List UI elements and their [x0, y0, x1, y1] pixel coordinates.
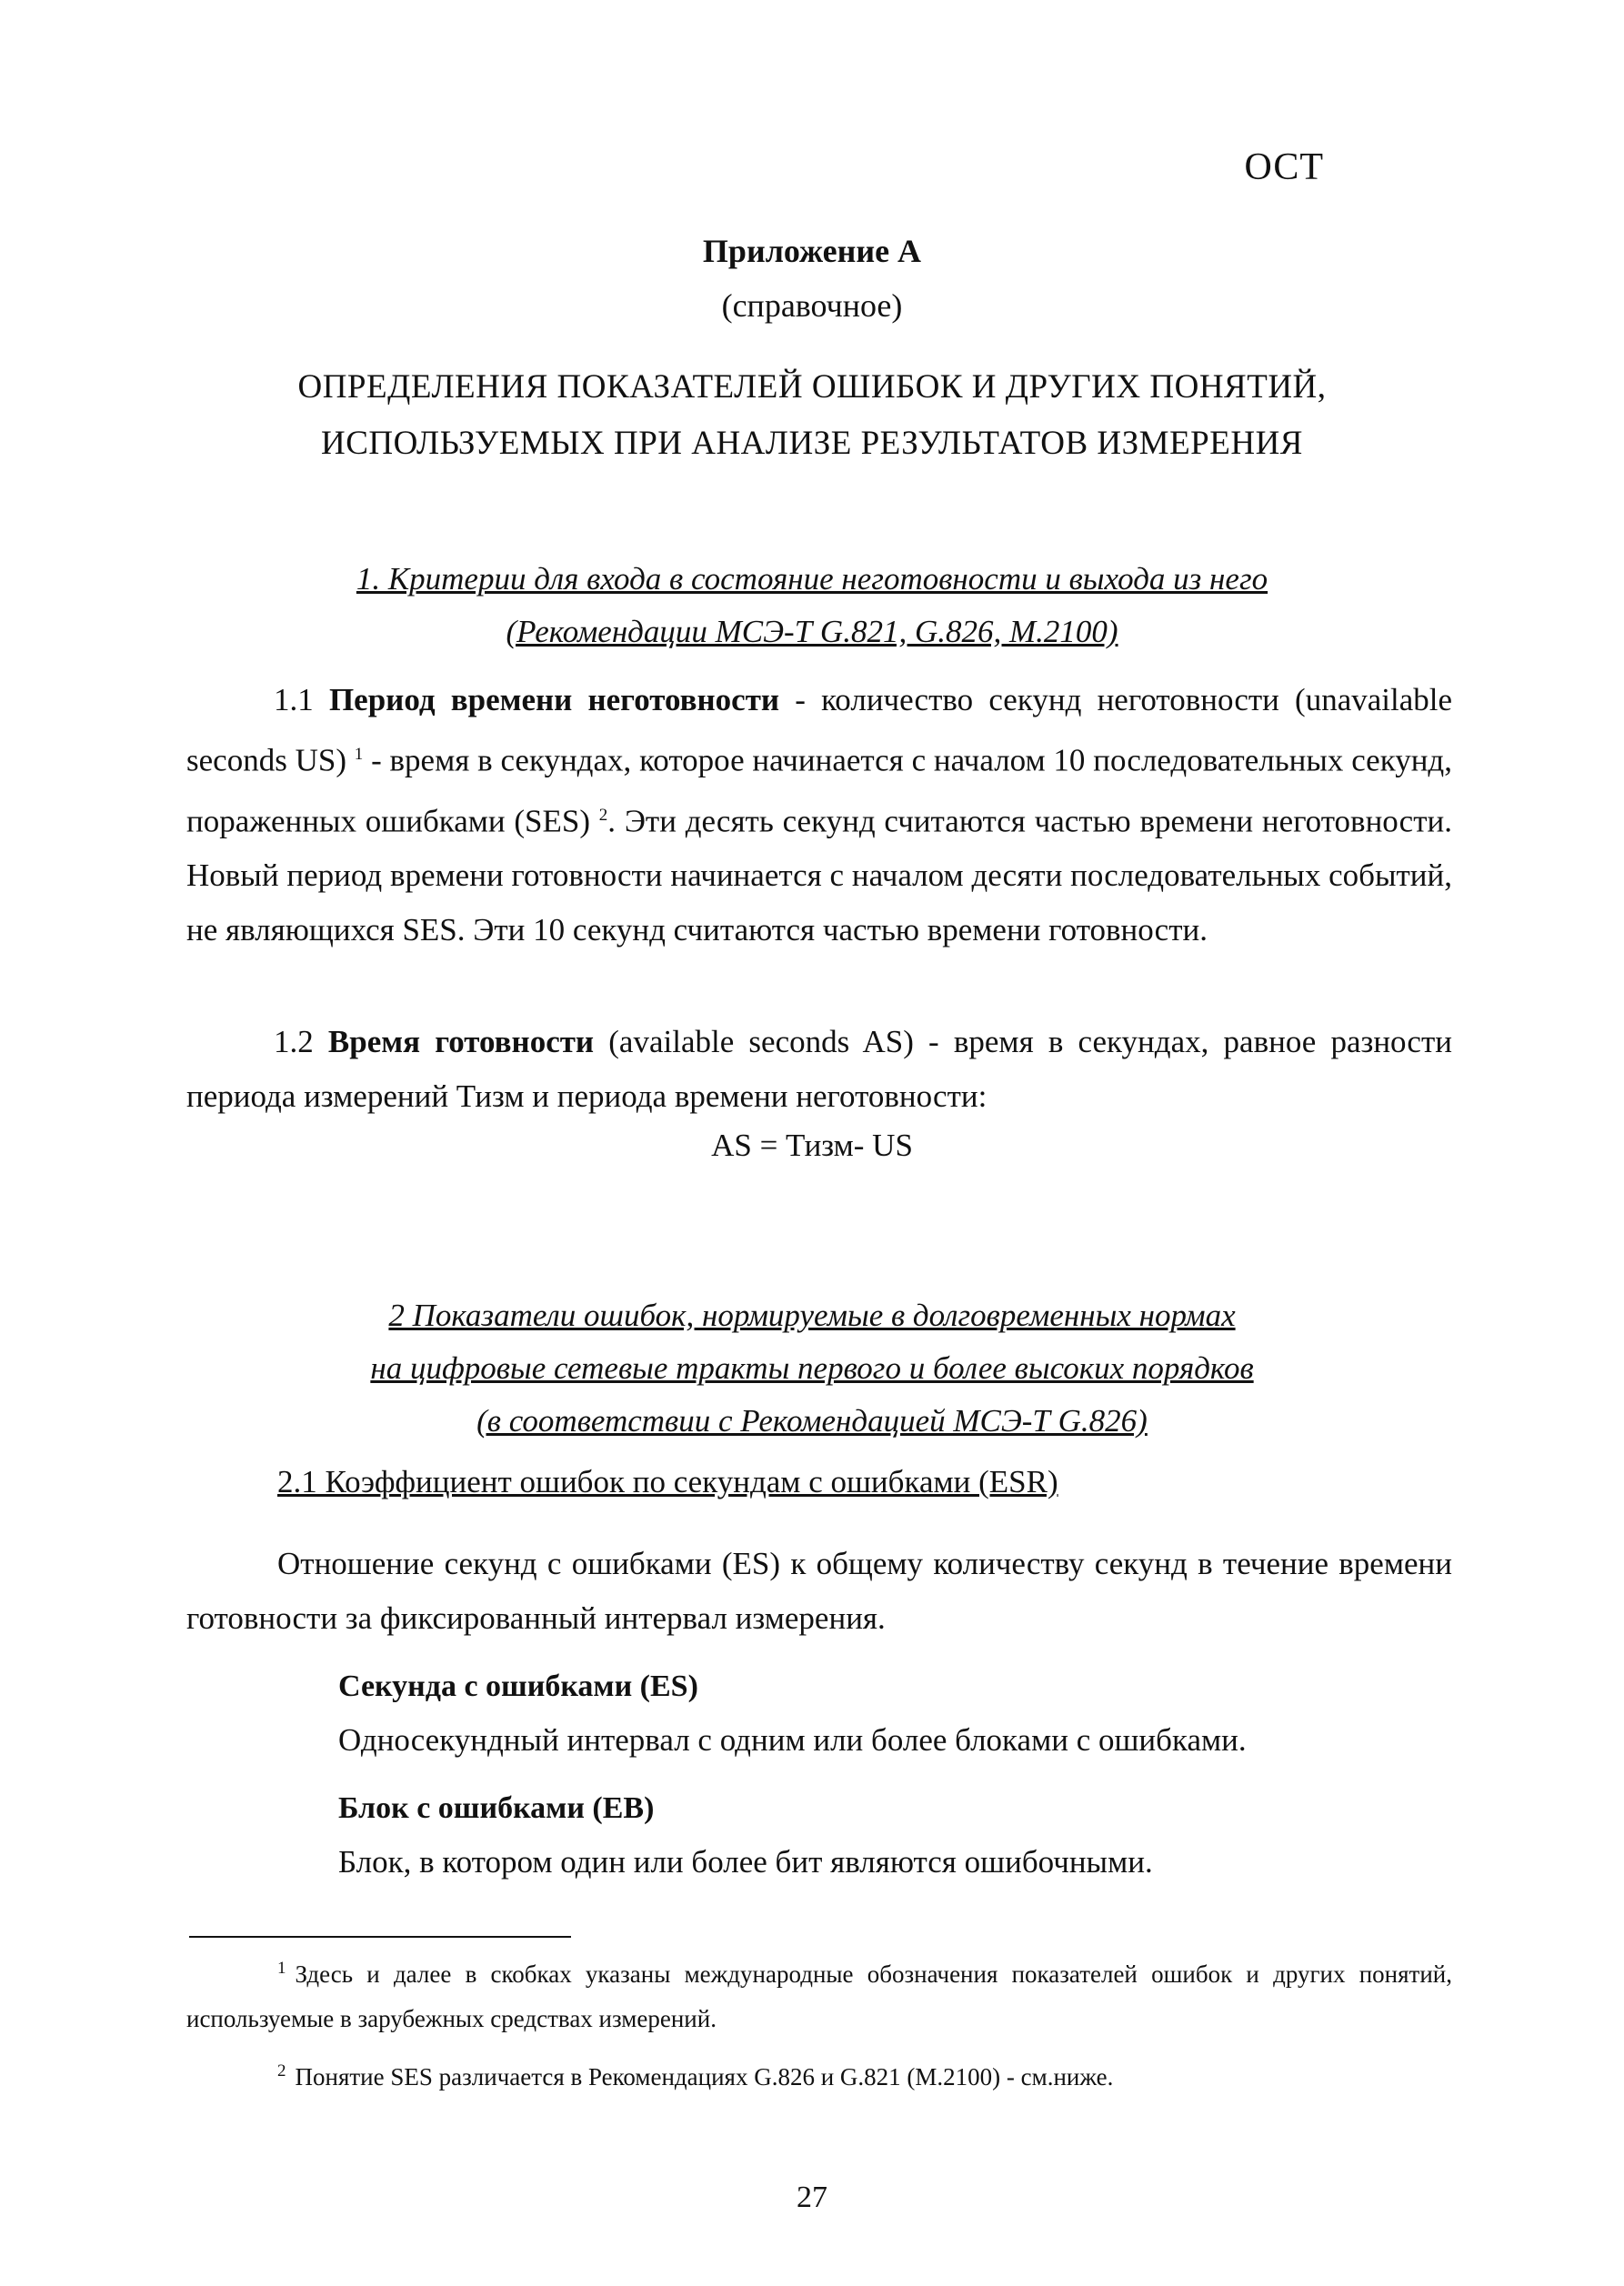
term-available-time: Время готовности — [327, 1024, 595, 1059]
main-title-line-1: ОПРЕДЕЛЕНИЯ ПОКАЗАТЕЛЕЙ ОШИБОК И ДРУГИХ ПОНЯТИЙ, — [297, 368, 1327, 406]
document-code: ОСТ — [1244, 146, 1324, 188]
footnote-1-text: Здесь и далее в скобках указаны международные обозначения показателей ошибок и других понятий, используемые в зарубежных средствах измерений. — [186, 1960, 1452, 2032]
page-number: 27 — [797, 2181, 827, 2214]
section-1-heading-line-1: 1. Критерии для входа в состояние неготовности и выхода из него — [356, 561, 1268, 597]
paragraph-1-1-text-a: - количество секунд неготовности (unavailable seconds US) — [186, 682, 1453, 778]
definition-text-eb: Блок, в котором один или более бит являются ошибочными. — [338, 1844, 1153, 1880]
footnote-1-mark: 1 — [277, 1959, 286, 1978]
definition-term-es: Секунда с ошибками (ES) — [338, 1669, 698, 1703]
footnote-separator — [189, 1936, 571, 1938]
paragraph-1-2-text: (available seconds AS) - время в секундах, равное разности периода измерений Тизм и периода времени неготовности: — [186, 1024, 1452, 1114]
section-1-heading-line-2: (Рекомендации МСЭ-Т G.821, G.826, M.2100) — [506, 614, 1118, 649]
definition-term-eb: Блок с ошибками (EB) — [338, 1791, 655, 1825]
section-2-heading-line-2: на цифровые сетевые тракты первого и более высоких порядков — [370, 1350, 1254, 1386]
footnote-2-text: Понятие SES различается в Рекомендациях G.826 и G.821 (M.2100) - см.ниже. — [295, 2063, 1114, 2090]
footnote-1 — [186, 1946, 1452, 2041]
formula-as: AS = Тизм- US — [711, 1128, 913, 1163]
paragraph-1-1 — [186, 673, 1452, 958]
main-title — [0, 359, 1624, 472]
definition-text-es: Односекундный интервал с одним или более блоками с ошибками. — [338, 1722, 1247, 1758]
main-title-line-2: ИСПОЛЬЗУЕМЫХ ПРИ АНАЛИЗЕ РЕЗУЛЬТАТОВ ИЗМЕРЕНИЯ — [321, 425, 1303, 462]
paragraph-2-1: Отношение секунд с ошибками (ES) к общему количеству секунд в течение времени готовности за фиксированный интервал измерения. — [186, 1546, 1452, 1636]
footnote-ref-2: 2 — [598, 805, 608, 825]
paragraph-1-1-text-b: - время в секундах, которое начинается с началом 10 последовательных секунд, пораженных ошибками (SES) — [186, 742, 1452, 839]
appendix-title: Приложение А — [702, 233, 922, 269]
paragraph-1-1-number: 1.1 — [274, 682, 314, 717]
appendix-status: (справочное) — [721, 287, 903, 324]
paragraph-1-1-text-c: . Эти десять секунд считаются частью времени неготовности. Новый период времени готовности начинается с началом десяти последовательных событий, не являющихся SES. Эти 10 секунд считаются частью времени готовности. — [186, 803, 1452, 948]
section-2-heading — [0, 1289, 1624, 1448]
section-2-heading-line-3: (в соответствии с Рекомендацией МСЭ-Т G.826) — [476, 1403, 1148, 1439]
paragraph-1-2 — [186, 1015, 1452, 1124]
section-1-heading — [0, 553, 1624, 658]
footnote-2-mark: 2 — [277, 2061, 286, 2080]
term-unavailable-period: Период времени неготовности — [328, 682, 780, 717]
paragraph-1-2-number: 1.2 — [274, 1024, 314, 1059]
footnote-2 — [186, 2049, 1452, 2100]
footnotes — [186, 1946, 1452, 2100]
section-2-heading-line-1: 2 Показатели ошибок, нормируемые в долговременных нормах — [388, 1298, 1236, 1333]
footnote-ref-1: 1 — [354, 745, 364, 764]
subsection-2-1-heading: 2.1 Коэффициент ошибок по секундам с ошибками (ESR) — [277, 1464, 1058, 1499]
